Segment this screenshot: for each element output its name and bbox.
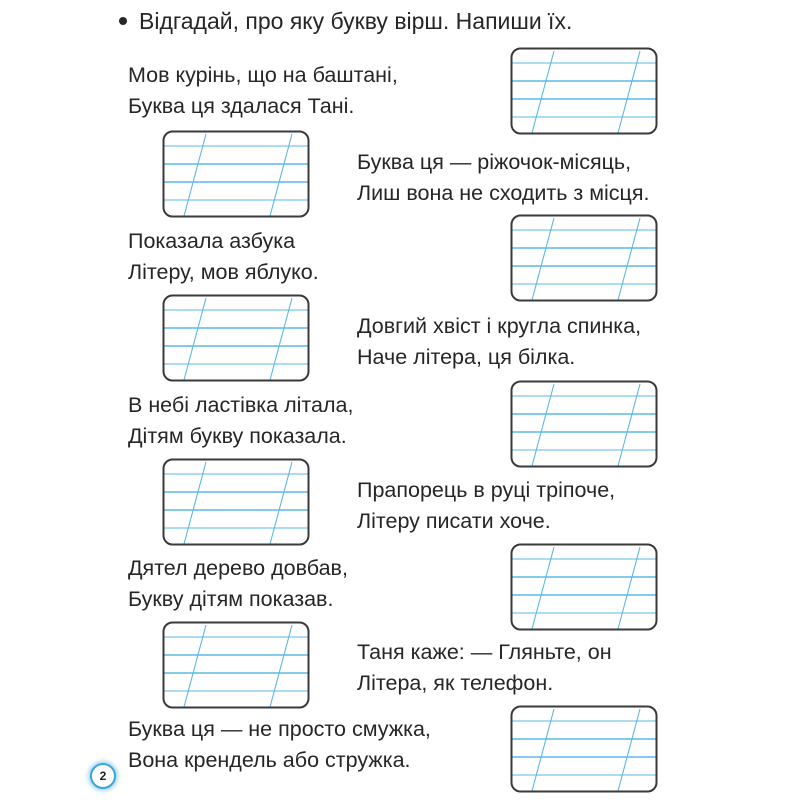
poem-line: Літера, як телефон. bbox=[357, 671, 554, 695]
poem-line: Вона крендель або стружка. bbox=[128, 748, 411, 772]
answer-box-border bbox=[164, 296, 309, 381]
task-instruction bbox=[119, 6, 572, 36]
writing-guide-frame bbox=[510, 543, 658, 631]
poem-2 bbox=[357, 147, 649, 209]
writing-guide-frame bbox=[510, 47, 658, 135]
poem-7 bbox=[128, 553, 348, 615]
answer-box-3[interactable] bbox=[510, 214, 658, 302]
answer-box-6[interactable] bbox=[162, 458, 310, 546]
poem-5 bbox=[128, 390, 353, 452]
poem-line: Літеру писати хоче. bbox=[357, 509, 551, 533]
poem-line: Буква ця — ріжочок-місяць, bbox=[357, 150, 632, 174]
poem-line: Таня каже: — Гляньте, он bbox=[357, 640, 612, 664]
answer-box-9[interactable] bbox=[510, 705, 658, 793]
poem-line: Наче літера, ця білка. bbox=[357, 345, 576, 369]
writing-guide-frame bbox=[162, 621, 310, 709]
poem-3 bbox=[128, 226, 319, 288]
answer-box-8[interactable] bbox=[162, 621, 310, 709]
writing-guide-frame bbox=[162, 130, 310, 218]
poem-line: Показала азбука bbox=[128, 229, 296, 253]
poem-line: Прапорець в руці тріпоче, bbox=[357, 478, 616, 502]
poem-line: Дітям букву показала. bbox=[128, 424, 347, 448]
writing-guide-frame bbox=[510, 380, 658, 468]
poem-line: В небі ластівка літала, bbox=[128, 393, 354, 417]
poem-line: Дятел дерево довбав, bbox=[128, 556, 348, 580]
poem-8 bbox=[357, 637, 612, 699]
answer-box-border bbox=[512, 382, 657, 467]
answer-box-2[interactable] bbox=[162, 130, 310, 218]
writing-guide-frame bbox=[162, 458, 310, 546]
page-number-badge: 2 bbox=[90, 763, 116, 789]
answer-box-border bbox=[512, 545, 657, 630]
answer-box-1[interactable] bbox=[510, 47, 658, 135]
answer-box-7[interactable] bbox=[510, 543, 658, 631]
poem-line: Довгий хвіст і кругла спинка, bbox=[357, 314, 642, 338]
poem-4 bbox=[357, 311, 641, 373]
poem-line: Лиш вона не сходить з місця. bbox=[357, 181, 650, 205]
answer-box-border bbox=[512, 216, 657, 301]
answer-box-4[interactable] bbox=[162, 294, 310, 382]
poem-9 bbox=[128, 714, 431, 776]
answer-box-border bbox=[512, 49, 657, 134]
poem-1 bbox=[128, 60, 398, 122]
poem-line: Мов курінь, що на баштані, bbox=[128, 63, 398, 87]
poem-6 bbox=[357, 475, 615, 537]
writing-guide-frame bbox=[510, 705, 658, 793]
answer-box-border bbox=[512, 707, 657, 792]
bullet-icon bbox=[119, 17, 127, 25]
poem-line: Буква ця — не просто смужка, bbox=[128, 717, 431, 741]
answer-box-5[interactable] bbox=[510, 380, 658, 468]
poem-line: Букву дітям показав. bbox=[128, 587, 334, 611]
writing-guide-frame bbox=[162, 294, 310, 382]
answer-box-border bbox=[164, 623, 309, 708]
answer-box-border bbox=[164, 460, 309, 545]
writing-guide-frame bbox=[510, 214, 658, 302]
instruction-text: Відгадай, про яку букву вірш. Напиши їх. bbox=[139, 8, 573, 34]
answer-box-border bbox=[164, 132, 309, 217]
poem-line: Літеру, мов яблуко. bbox=[128, 260, 319, 284]
poem-line: Буква ця здалася Тані. bbox=[128, 94, 355, 118]
